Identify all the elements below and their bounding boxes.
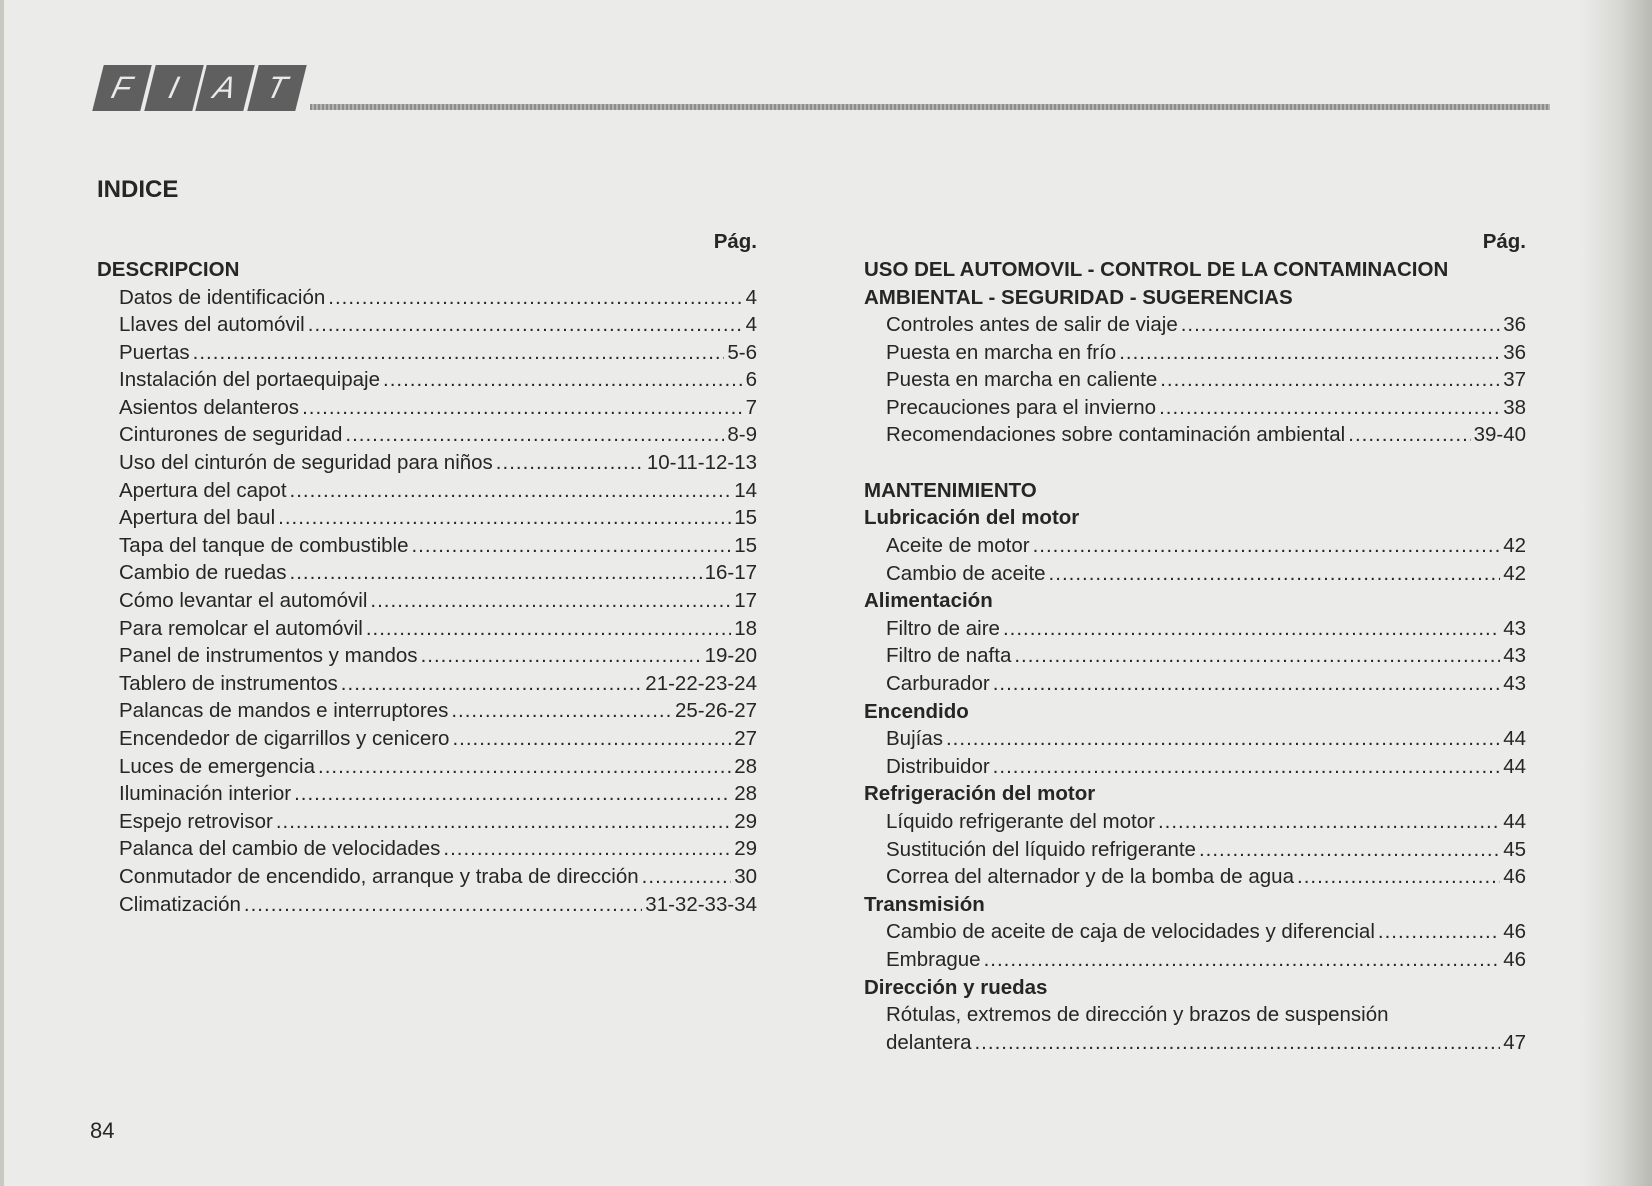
toc-entry[interactable] [864,863,1526,891]
toc-entry[interactable] [97,559,757,587]
toc-entry-page: 8-9 [727,423,757,447]
toc-entry-title: Cómo levantar el automóvil [119,589,368,613]
toc-entry-page: 27 [734,727,757,750]
toc-entry-title: Apertura del baul [119,506,276,530]
dot-leader [244,891,642,919]
dot-leader [1181,311,1500,339]
subsection-heading: Transmisión [864,892,985,916]
toc-entry-title: Recomendaciones sobre contaminación ambiental [886,423,1346,447]
dot-leader [1348,421,1470,449]
pag-label: Pág. [1482,230,1526,253]
toc-entry[interactable] [97,615,757,643]
toc-entry[interactable] [97,642,757,670]
toc-entry-page: 42 [1503,561,1526,585]
dot-leader [308,311,743,339]
toc-entry-page: 38 [1503,395,1526,419]
pag-label: Pág. [713,230,757,253]
index-title: INDICE [97,176,179,203]
toc-entry-page: 5-6 [727,340,757,364]
toc-entry-page: 36 [1503,313,1526,336]
subsection-heading: Dirección y ruedas [864,975,1048,999]
toc-entry-title: Cambio de aceite [886,561,1046,585]
dot-leader [452,725,731,753]
toc-entry[interactable] [97,808,757,836]
toc-entry-page: 18 [734,616,757,640]
toc-entry[interactable] [864,615,1526,643]
toc-entry-title: Datos de identificación [119,285,326,309]
toc-entry-page: 43 [1503,616,1526,640]
dot-leader [993,670,1500,698]
logo-letter: T [247,65,306,111]
toc-entry-page: 28 [734,754,757,778]
toc-entry-page: 7 [745,395,757,419]
toc-entry-title: Puesta en marcha en caliente [886,368,1158,392]
dot-leader [276,808,731,836]
dot-leader [421,642,702,670]
logo-letter: I [144,65,203,111]
toc-entry-title: Iluminación interior [119,782,292,806]
dot-leader [496,449,644,477]
toc-entry-title: Panel de instrumentos y mandos [119,644,418,668]
toc-entry[interactable] [97,725,757,753]
toc-entry-title: Espejo retrovisor [119,809,273,833]
dot-leader [302,394,743,422]
dot-leader [278,504,731,532]
section-title-mantenimiento: MANTENIMIENTO [864,478,1037,502]
toc-entry[interactable] [864,394,1526,422]
toc-entry[interactable] [864,311,1526,339]
toc-entry-title: Conmutador de encendido, arranque y traba de dirección [119,864,639,888]
page-number: 84 [90,1118,115,1143]
section-title-uso-line2: AMBIENTAL - SEGURIDAD - SUGERENCIAS [864,285,1293,309]
toc-entry[interactable] [864,421,1526,449]
toc-entry[interactable] [864,339,1526,367]
toc-entry-page: 44 [1503,754,1526,778]
toc-entry[interactable] [864,560,1526,588]
toc-entry-title: Uso del cinturón de seguridad para niños [119,451,493,475]
toc-entry-page: 43 [1503,672,1526,696]
toc-entry-page: 42 [1503,534,1526,558]
dot-leader [370,587,731,615]
toc-entry-title: delantera [886,1030,972,1054]
toc-entry-page: 44 [1503,810,1526,833]
toc-entry[interactable] [864,532,1526,560]
toc-entry[interactable] [864,670,1526,698]
toc-entry[interactable] [97,670,757,698]
toc-entry-title: Cambio de ruedas [119,561,287,585]
toc-entry-title: Sustitución del líquido refrigerante [886,837,1196,861]
toc-entry-page: 16-17 [704,561,757,585]
dot-leader [290,559,702,587]
toc-entry-page: 21-22-23-24 [645,671,757,695]
toc-entry-page: 28 [734,782,757,806]
dot-leader [1003,615,1500,643]
toc-entry-title: Cambio de aceite de caja de velocidades y diferencial [886,920,1375,944]
section1-entry-list [864,311,1526,449]
toc-entry-title: Instalación del portaequipaje [119,368,380,392]
toc-entry-title: Tablero de instrumentos [119,671,338,695]
toc-entry-title: Para remolcar el automóvil [119,616,363,640]
dot-leader [383,366,743,394]
section-title-uso-line1: USO DEL AUTOMOVIL - CONTROL DE LA CONTAMINACION [864,258,1449,281]
toc-entry-title: Tapa del tanque de combustible [119,533,409,557]
dot-leader [451,697,672,725]
toc-entry-title: Asientos delanteros [119,395,300,419]
toc-entry[interactable] [97,532,757,560]
toc-entry-title: Palancas de mandos e interruptores [119,699,449,723]
dot-leader [984,946,1501,974]
dot-leader [290,477,732,505]
toc-entry-title: Puertas [119,340,190,364]
toc-entry-title: Llaves del automóvil [119,313,305,337]
toc-entry-page: 4 [745,313,757,337]
section-spacer [864,449,1526,477]
dot-leader [1160,366,1500,394]
toc-entry[interactable] [97,835,757,863]
toc-entry[interactable] [864,753,1526,781]
toc-entry[interactable] [864,946,1526,974]
logo-letter: F [92,65,151,111]
toc-entry[interactable] [97,753,757,781]
toc-entry[interactable] [864,808,1526,836]
dot-leader [193,339,725,367]
dot-leader [946,725,1500,753]
dot-leader [1378,918,1500,946]
header-rule [310,104,1550,110]
toc-entry[interactable] [864,366,1526,394]
toc-entry-page: 45 [1503,837,1526,861]
toc-entry-page: 46 [1503,865,1526,889]
toc-entry-page: 10-11-12-13 [646,451,757,475]
dot-leader [1014,642,1500,670]
toc-entry-page: 46 [1503,920,1526,944]
toc-entry-page: 6 [745,368,757,392]
dot-leader [294,780,731,808]
toc-entry[interactable] [864,642,1526,670]
left-column [97,228,757,918]
toc-entry[interactable] [864,918,1526,946]
toc-entry-page: 43 [1503,644,1526,668]
toc-entry-title: Embrague [886,947,981,971]
toc-entry-page: 14 [734,478,757,502]
toc-entry[interactable] [97,477,757,505]
toc-entry[interactable] [97,891,757,919]
toc-entry-page: 44 [1503,727,1526,751]
toc-entry[interactable] [97,697,757,725]
left-entry-list [97,284,757,919]
section-title-descripcion: DESCRIPCION [97,258,240,281]
dot-leader [1159,394,1500,422]
dot-leader [366,615,731,643]
toc-entry-page: 36 [1503,340,1526,364]
toc-entry-title: Cinturones de seguridad [119,423,343,447]
logo-letter: A [195,65,254,111]
toc-entry[interactable] [97,863,757,891]
right-column [864,228,1526,1056]
toc-entry-title: Distribuidor [886,754,990,778]
toc-entry-page: 47 [1503,1030,1526,1054]
subsection-heading: Encendido [864,699,969,723]
toc-entry-page: 17 [734,589,757,613]
dot-leader [345,421,724,449]
toc-entry[interactable] [864,1029,1526,1057]
toc-entry[interactable] [864,836,1526,864]
dot-leader [1158,808,1500,836]
toc-entry-title: Aceite de motor [886,534,1030,558]
toc-entry-page: 30 [734,864,757,888]
toc-entry-page: 46 [1503,947,1526,971]
toc-entry-title: Filtro de nafta [886,644,1012,668]
maintenance-groups [864,504,1526,1001]
toc-entry-page: 29 [734,809,757,833]
dot-leader [1049,560,1501,588]
dot-leader [1119,339,1500,367]
toc-entry-title: Apertura del capot [119,478,287,502]
page-gutter-shadow [1582,0,1652,1186]
toc-entry[interactable] [97,311,757,339]
toc-entry[interactable] [97,421,757,449]
toc-entry-page: 29 [734,837,757,861]
toc-entry-page: 31-32-33-34 [645,892,757,916]
toc-entry-title: Carburador [886,672,990,696]
toc-entry-title: Filtro de aire [886,616,1000,640]
dot-leader [411,532,731,560]
toc-entry-page: 39-40 [1473,423,1526,447]
toc-entry[interactable] [97,587,757,615]
dot-leader [1297,863,1500,891]
subsection-heading: Lubricación del motor [864,506,1080,530]
dot-leader [443,835,731,863]
dot-leader [318,753,731,781]
toc-entry-title: Climatización [119,892,241,916]
toc-entry[interactable] [97,366,757,394]
toc-entry-page: 15 [734,506,757,530]
toc-entry-page: 37 [1503,368,1526,392]
toc-entry[interactable] [97,394,757,422]
toc-entry[interactable] [97,449,757,477]
fiat-logo [98,65,300,111]
dot-leader [1033,532,1501,560]
toc-entry-title: Puesta en marcha en frío [886,340,1117,364]
subsection-heading: Alimentación [864,589,993,613]
toc-entry-title: Bujías [886,727,943,751]
toc-entry-page: 25-26-27 [674,699,757,723]
toc-entry-page: 19-20 [704,644,757,668]
toc-entry[interactable] [97,284,757,312]
dot-leader [1199,836,1500,864]
dot-leader [328,284,742,312]
toc-entry[interactable] [97,504,757,532]
toc-entry-title: Precauciones para el invierno [886,395,1157,419]
dot-leader [642,863,732,891]
dot-leader [974,1029,1500,1057]
toc-entry-title: Luces de emergencia [119,754,316,778]
dot-leader [993,753,1501,781]
toc-entry[interactable] [97,780,757,808]
toc-entry-title: Correa del alternador y de la bomba de agua [886,865,1294,889]
toc-entry-title: Controles antes de salir de viaje [886,313,1178,336]
toc-entry-text: Rótulas, extremos de dirección y brazos de suspensión [886,1003,1389,1027]
toc-entry[interactable] [97,339,757,367]
dot-leader [341,670,643,698]
toc-entry-page: 15 [734,533,757,557]
subsection-heading: Refrigeración del motor [864,782,1096,806]
toc-entry-title: Líquido refrigerante del motor [886,810,1155,833]
toc-entry-title: Palanca del cambio de velocidades [119,837,441,861]
page-edge [0,0,4,1186]
toc-entry-page: 4 [745,285,757,309]
toc-entry[interactable] [864,725,1526,753]
toc-entry-title: Encendedor de cigarrillos y cenicero [119,727,450,750]
